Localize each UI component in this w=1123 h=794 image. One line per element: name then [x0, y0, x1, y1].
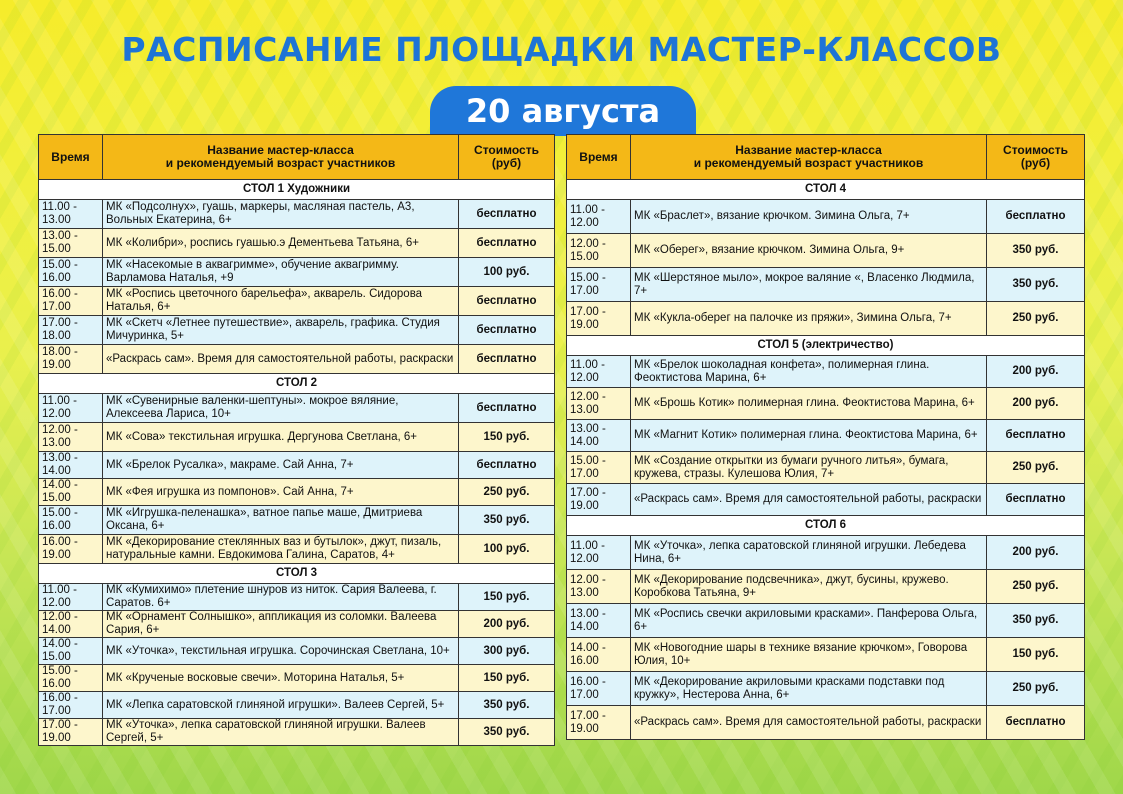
- table-row: [39, 506, 555, 535]
- section-row: [39, 374, 555, 394]
- section-title: СТОЛ 4: [567, 180, 1085, 200]
- time-start: 11.00 -: [42, 395, 77, 407]
- class-name-cell: МК «Колибри», роспись гуашью.э Дементьева Татьяна, 6+: [103, 229, 459, 258]
- time-end: 16.00: [42, 520, 71, 532]
- header-name-line1: Название мастер-класса: [735, 143, 882, 157]
- time-start: 13.00 -: [570, 607, 606, 620]
- table-row: [39, 638, 555, 665]
- table-row: [39, 423, 555, 452]
- time-end: 12.00: [570, 371, 599, 384]
- time-cell: [39, 506, 103, 535]
- header-name: [103, 135, 459, 180]
- class-name-cell: МК «Брелок Русалка», макраме. Сай Анна, 7+: [103, 452, 459, 479]
- price-cell: 250 руб.: [459, 479, 555, 506]
- price-cell: 250 руб.: [987, 570, 1085, 604]
- header-price-line2: (руб): [1020, 156, 1051, 170]
- time-cell: [39, 423, 103, 452]
- time-start: 12.00 -: [570, 573, 606, 586]
- schedule-table-right: [566, 134, 1085, 740]
- price-cell: бесплатно: [987, 200, 1085, 234]
- table-row: [39, 394, 555, 423]
- class-name-cell: МК «Декорирование подсвечника», джут, бусины, кружево. Коробкова Татьяна, 9+: [631, 570, 987, 604]
- price-cell: 300 руб.: [459, 638, 555, 665]
- time-end: 17.00: [570, 467, 599, 480]
- time-cell: [39, 719, 103, 746]
- price-cell: 350 руб.: [459, 719, 555, 746]
- price-cell: 150 руб.: [459, 584, 555, 611]
- class-name-cell: МК «Орнамент Солнышко», аппликация из соломки. Валеева Сария, 6+: [103, 611, 459, 638]
- table-row: [567, 604, 1085, 638]
- price-cell: бесплатно: [459, 229, 555, 258]
- time-cell: [39, 200, 103, 229]
- price-cell: бесплатно: [459, 394, 555, 423]
- class-name-cell: МК «Уточка», текстильная игрушка. Сорочинская Светлана, 10+: [103, 638, 459, 665]
- time-end: 14.00: [570, 435, 599, 448]
- time-cell: [567, 570, 631, 604]
- time-start: 11.00 -: [42, 201, 77, 213]
- time-cell: [39, 345, 103, 374]
- header-name-line2: и рекомендуемый возраст участников: [693, 156, 924, 170]
- table-row: [567, 638, 1085, 672]
- time-start: 18.00 -: [42, 346, 78, 358]
- section-row: [39, 180, 555, 200]
- time-end: 18.00: [42, 330, 71, 342]
- time-start: 16.00 -: [570, 675, 606, 688]
- time-start: 17.00 -: [42, 317, 78, 329]
- time-cell: [567, 420, 631, 452]
- table-row: [567, 672, 1085, 706]
- time-start: 14.00 -: [570, 641, 606, 654]
- time-end: 19.00: [42, 549, 71, 561]
- time-end: 17.00: [570, 284, 599, 297]
- header-price: [987, 135, 1085, 180]
- time-start: 15.00 -: [42, 665, 78, 677]
- price-cell: 150 руб.: [459, 423, 555, 452]
- class-name-cell: МК «Браслет», вязание крючком. Зимина Ольга, 7+: [631, 200, 987, 234]
- time-start: 16.00 -: [42, 288, 78, 300]
- time-end: 12.00: [42, 597, 71, 609]
- section-row: [567, 516, 1085, 536]
- table-row: [567, 234, 1085, 268]
- time-end: 16.00: [42, 678, 71, 690]
- class-name-cell: МК «Игрушка-пеленашка», ватное папье маше, Дмитриева Оксана, 6+: [103, 506, 459, 535]
- table-row: [39, 665, 555, 692]
- header-name-line1: Название мастер-класса: [207, 143, 354, 157]
- time-start: 14.00 -: [42, 479, 78, 491]
- class-name-cell: МК «Лепка саратовской глиняной игрушки». Валеев Сергей, 5+: [103, 692, 459, 719]
- table-row: [567, 268, 1085, 302]
- table-row: [39, 345, 555, 374]
- section-title: СТОЛ 1 Художники: [39, 180, 555, 200]
- price-cell: 350 руб.: [987, 604, 1085, 638]
- price-cell: 250 руб.: [987, 672, 1085, 706]
- section-title: СТОЛ 5 (электричество): [567, 336, 1085, 356]
- class-name-cell: МК «Оберег», вязание крючком. Зимина Ольга, 9+: [631, 234, 987, 268]
- section-row: [567, 180, 1085, 200]
- time-end: 13.00: [42, 437, 71, 449]
- price-cell: 100 руб.: [459, 535, 555, 564]
- price-cell: 200 руб.: [987, 356, 1085, 388]
- section-row: [39, 564, 555, 584]
- time-end: 19.00: [42, 359, 71, 371]
- time-end: 14.00: [570, 620, 599, 633]
- header-price-line1: Стоимость: [474, 143, 539, 157]
- class-name-cell: МК «Создание открытки из бумаги ручного литья», бумага, кружева, стразы. Кулешова Юлия, 7+: [631, 452, 987, 484]
- price-cell: 350 руб.: [459, 692, 555, 719]
- time-cell: [567, 200, 631, 234]
- time-start: 15.00 -: [42, 507, 78, 519]
- time-cell: [39, 258, 103, 287]
- time-start: 17.00 -: [42, 719, 78, 731]
- time-cell: [39, 535, 103, 564]
- time-cell: [39, 452, 103, 479]
- class-name-cell: МК «Фея игрушка из помпонов». Сай Анна, 7+: [103, 479, 459, 506]
- class-name-cell: МК «Скетч «Летнее путешествие», акварель, графика. Студия Мичуринка, 5+: [103, 316, 459, 345]
- time-start: 13.00 -: [570, 422, 606, 435]
- header-name: [631, 135, 987, 180]
- time-end: 14.00: [42, 624, 71, 636]
- header-time: Время: [39, 135, 103, 180]
- time-cell: [567, 604, 631, 638]
- time-end: 15.00: [570, 250, 599, 263]
- time-start: 17.00 -: [570, 709, 606, 722]
- time-cell: [567, 302, 631, 336]
- class-name-cell: МК «Декорирование стеклянных ваз и бутылок», джут, пизаль, натуральные камни. Евдокимова Галина, Саратов, 4+: [103, 535, 459, 564]
- price-cell: бесплатно: [459, 345, 555, 374]
- price-cell: бесплатно: [459, 287, 555, 316]
- time-end: 13.00: [570, 403, 599, 416]
- time-cell: [39, 638, 103, 665]
- table-row: [39, 611, 555, 638]
- time-cell: [39, 394, 103, 423]
- section-title: СТОЛ 6: [567, 516, 1085, 536]
- class-name-cell: МК «Кумихимо» плетение шнуров из ниток. Сария Валеева, г. Саратов. 6+: [103, 584, 459, 611]
- time-start: 11.00 -: [570, 358, 605, 371]
- price-cell: бесплатно: [987, 420, 1085, 452]
- class-name-cell: МК «Сувенирные валенки-шептуны». мокрое вяляние, Алексеева Лариса, 10+: [103, 394, 459, 423]
- time-cell: [567, 356, 631, 388]
- header-name-line2: и рекомендуемый возраст участников: [165, 156, 396, 170]
- time-start: 16.00 -: [42, 692, 78, 704]
- time-end: 19.00: [570, 318, 599, 331]
- table-row: [39, 287, 555, 316]
- price-cell: 350 руб.: [459, 506, 555, 535]
- time-start: 16.00 -: [42, 536, 78, 548]
- time-cell: [567, 388, 631, 420]
- table-row: [567, 388, 1085, 420]
- header-price-line2: (руб): [491, 156, 522, 170]
- class-name-cell: МК «Магнит Котик» полимерная глина. Феоктистова Марина, 6+: [631, 420, 987, 452]
- table-row: [567, 484, 1085, 516]
- time-start: 15.00 -: [570, 454, 606, 467]
- time-end: 19.00: [42, 732, 71, 744]
- time-start: 12.00 -: [42, 611, 78, 623]
- time-cell: [39, 692, 103, 719]
- table-row: [567, 200, 1085, 234]
- table-row: [39, 719, 555, 746]
- class-name-cell: МК «Брелок шоколадная конфета», полимерная глина. Феоктистова Марина, 6+: [631, 356, 987, 388]
- header-price-line1: Стоимость: [1003, 143, 1068, 157]
- price-cell: 150 руб.: [459, 665, 555, 692]
- class-name-cell: МК «Шерстяное мыло», мокрое валяние «, Власенко Людмила, 7+: [631, 268, 987, 302]
- price-cell: бесплатно: [459, 316, 555, 345]
- price-cell: 350 руб.: [987, 268, 1085, 302]
- time-end: 15.00: [42, 651, 71, 663]
- schedule-table-left: [38, 134, 555, 746]
- time-cell: [39, 287, 103, 316]
- time-cell: [39, 229, 103, 258]
- price-cell: 250 руб.: [987, 452, 1085, 484]
- time-end: 15.00: [42, 243, 71, 255]
- time-end: 13.00: [570, 586, 599, 599]
- time-cell: [39, 665, 103, 692]
- time-end: 12.00: [570, 216, 599, 229]
- table-row: [567, 570, 1085, 604]
- price-cell: бесплатно: [987, 706, 1085, 740]
- time-end: 17.00: [570, 688, 599, 701]
- class-name-cell: «Раскрась сам». Время для самостоятельной работы, раскраски: [631, 706, 987, 740]
- time-start: 13.00 -: [42, 230, 78, 242]
- page-title: РАСПИСАНИЕ ПЛОЩАДКИ МАСТЕР-КЛАССОВ: [121, 30, 1002, 69]
- table-row: [39, 229, 555, 258]
- class-name-cell: МК «Подсолнух», гуашь, маркеры, масляная пастель, А3, Вольных Екатерина, 6+: [103, 200, 459, 229]
- section-row: [567, 336, 1085, 356]
- time-start: 12.00 -: [570, 237, 606, 250]
- class-name-cell: МК «Роспись свечки акриловыми красками». Панферова Ольга, 6+: [631, 604, 987, 638]
- time-end: 19.00: [570, 499, 599, 512]
- time-end: 12.00: [42, 408, 71, 420]
- time-start: 11.00 -: [570, 539, 605, 552]
- header-time: Время: [567, 135, 631, 180]
- time-cell: [567, 672, 631, 706]
- price-cell: 250 руб.: [987, 302, 1085, 336]
- time-end: 17.00: [42, 705, 71, 717]
- time-cell: [567, 268, 631, 302]
- price-cell: бесплатно: [987, 484, 1085, 516]
- class-name-cell: МК «Брошь Котик» полимерная глина. Феоктистова Марина, 6+: [631, 388, 987, 420]
- time-cell: [567, 234, 631, 268]
- table-row: [39, 535, 555, 564]
- time-end: 17.00: [42, 301, 71, 313]
- time-start: 12.00 -: [570, 390, 606, 403]
- time-start: 13.00 -: [42, 452, 78, 464]
- class-name-cell: МК «Новогодние шары в технике вязание крючком», Говорова Юлия, 10+: [631, 638, 987, 672]
- table-row: [567, 302, 1085, 336]
- time-end: 16.00: [570, 654, 599, 667]
- class-name-cell: МК «Декорирование акриловыми красками подставки под кружку», Нестерова Анна, 6+: [631, 672, 987, 706]
- time-end: 13.00: [42, 214, 71, 226]
- date-tab: 20 августа: [430, 86, 696, 136]
- class-name-cell: МК «Крученые восковые свечи». Моторина Наталья, 5+: [103, 665, 459, 692]
- table-header-row: [39, 135, 555, 180]
- class-name-cell: МК «Сова» текстильная игрушка. Дергунова Светлана, 6+: [103, 423, 459, 452]
- price-cell: 200 руб.: [987, 388, 1085, 420]
- time-cell: [567, 452, 631, 484]
- time-start: 12.00 -: [42, 424, 78, 436]
- table-row: [39, 452, 555, 479]
- time-start: 17.00 -: [570, 305, 606, 318]
- class-name-cell: «Раскрась сам». Время для самостоятельной работы, раскраски: [631, 484, 987, 516]
- table-row: [567, 356, 1085, 388]
- time-start: 17.00 -: [570, 486, 606, 499]
- table-row: [39, 692, 555, 719]
- price-cell: 100 руб.: [459, 258, 555, 287]
- section-title: СТОЛ 3: [39, 564, 555, 584]
- time-start: 15.00 -: [42, 259, 78, 271]
- time-start: 11.00 -: [42, 584, 77, 596]
- time-cell: [567, 484, 631, 516]
- price-cell: 200 руб.: [987, 536, 1085, 570]
- table-row: [39, 258, 555, 287]
- time-start: 11.00 -: [570, 203, 605, 216]
- table-row: [567, 420, 1085, 452]
- time-start: 15.00 -: [570, 271, 606, 284]
- time-end: 15.00: [42, 492, 71, 504]
- time-end: 14.00: [42, 465, 71, 477]
- price-cell: бесплатно: [459, 452, 555, 479]
- schedule-body-right: [567, 180, 1085, 740]
- time-end: 12.00: [570, 552, 599, 565]
- table-row: [39, 479, 555, 506]
- table-row: [567, 452, 1085, 484]
- time-cell: [39, 584, 103, 611]
- price-cell: 200 руб.: [459, 611, 555, 638]
- class-name-cell: МК «Насекомые в аквагримме», обучение аквагримму. Варламова Наталья, +9: [103, 258, 459, 287]
- price-cell: 150 руб.: [987, 638, 1085, 672]
- time-end: 19.00: [570, 722, 599, 735]
- class-name-cell: МК «Кукла-оберег на палочке из пряжи», Зимина Ольга, 7+: [631, 302, 987, 336]
- time-cell: [567, 706, 631, 740]
- price-cell: 350 руб.: [987, 234, 1085, 268]
- table-row: [567, 706, 1085, 740]
- time-cell: [39, 479, 103, 506]
- class-name-cell: МК «Уточка», лепка саратовской глиняной игрушки. Лебедева Нина, 6+: [631, 536, 987, 570]
- time-cell: [567, 638, 631, 672]
- time-end: 16.00: [42, 272, 71, 284]
- table-row: [567, 536, 1085, 570]
- header-price: [459, 135, 555, 180]
- table-row: [39, 584, 555, 611]
- class-name-cell: МК «Уточка», лепка саратовской глиняной игрушки. Валеев Сергей, 5+: [103, 719, 459, 746]
- time-cell: [567, 536, 631, 570]
- schedule-body-left: [39, 180, 555, 746]
- section-title: СТОЛ 2: [39, 374, 555, 394]
- class-name-cell: «Раскрась сам». Время для самостоятельной работы, раскраски: [103, 345, 459, 374]
- time-cell: [39, 611, 103, 638]
- time-start: 14.00 -: [42, 638, 78, 650]
- table-row: [39, 316, 555, 345]
- table-header-row: [567, 135, 1085, 180]
- class-name-cell: МК «Роспись цветочного барельефа», акварель. Сидорова Наталья, 6+: [103, 287, 459, 316]
- table-row: [39, 200, 555, 229]
- time-cell: [39, 316, 103, 345]
- price-cell: бесплатно: [459, 200, 555, 229]
